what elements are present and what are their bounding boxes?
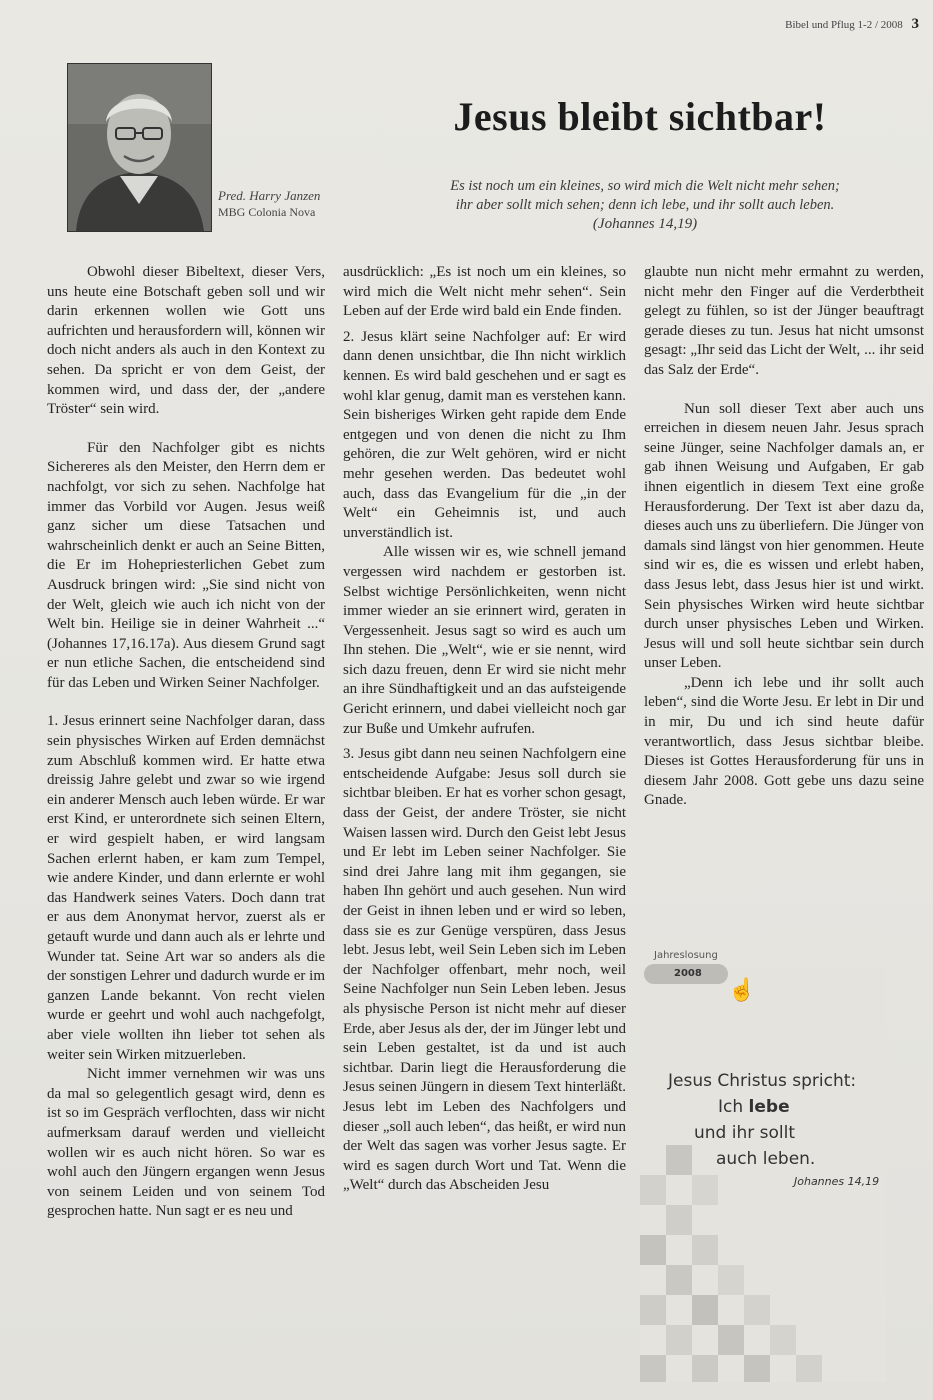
jahreslosung-poster	[640, 950, 886, 1382]
author-caption	[218, 188, 320, 220]
verse-line-1: Es ist noch um ein kleines, so wird mich die Welt nicht mehr sehen;	[450, 178, 840, 194]
running-head-text: Bibel und Pflug 1-2 / 2008	[785, 19, 903, 31]
running-head	[785, 16, 919, 33]
poster-line-1: Jesus Christus spricht:	[668, 1071, 857, 1091]
portrait-image	[68, 64, 211, 231]
poster-line-2a: Ich	[718, 1097, 749, 1117]
column-3	[644, 263, 924, 811]
paragraph: Nun soll dieser Text aber auch uns erreichen in diesem neuen Jahr. Jesus sprach seine Jünger, seine Nachfolger damals an, er gab ihnen Weisung und Aufgaben, Er gab ihnen eigentlich in diesem Text eine große Herausforderung. Der Text ist aber dazu da, dieses auch uns zu überliefern. Die Jünger von damals sind längst von hier genommen. Heute sind wir es, die es wissen und erlebt haben, dass Jesus lebt, dass Jesus hier ist und wirkt. Sein physisches Wirken wird heute sichtbar durch unser physisches Leben und Wirken. Jesus will und soll heute sichtbar sein durch unser Leben.	[644, 400, 924, 672]
bible-verse	[390, 177, 900, 234]
poster-text	[668, 1071, 879, 1188]
poster-tag: Jahreslosung	[654, 950, 718, 961]
hand-cursor-icon: ☝	[728, 977, 756, 1002]
poster-line-3: und ihr sollt	[694, 1123, 796, 1143]
verse-line-2: ihr aber sollt mich sehen; denn ich lebe, und ihr sollt auch leben.	[455, 197, 835, 213]
paragraph: Obwohl dieser Bibeltext, dieser Vers, uns heute eine Botschaft geben soll und wir darin erkennen wollen wie Gott uns aufrichten und herausfordern will, können wir doch nicht anders als auch in den Kontext zu sehen. Da spricht er von dem Geist, der kommen wird, und dass der, der „andere Tröster“ sein wird.	[47, 264, 325, 418]
column-1	[47, 263, 325, 1222]
author-org: MBG Colonia Nova	[218, 205, 316, 219]
author-photo	[67, 63, 212, 232]
paragraph: glaubte nun nicht mehr ermahnt zu werden, nicht mehr den Finger auf die Verderbtheit gelegt zu fühlen, so ist der Jünger beauftragt gerade dieses zu tun. Jesus hat nicht umsonst gesagt: „Ihr seid das Licht der Welt, ... ihr seid das Salz der Erde“.	[644, 264, 924, 378]
paragraph: Alle wissen wir es, wie schnell jemand vergessen wird nachdem er gestorben ist. Selbst wichtige Persönlichkeiten, wenn nicht immer wieder an sie erinnert wird, geraten in Vergessenheit. Jesus sagt so wird es auch um Ihn stehen. Die „Welt“, wie er sie nennt, wird sich dazu freuen, denn Er wird sie nicht mehr an ihre Sündhaftigkeit und an das aufsteigende Gericht erinnern, und dabei vielleicht noch gar zur Buße und Umkehr aufrufen.	[343, 544, 626, 737]
poster-reference: Johannes 14,19	[794, 1175, 880, 1188]
poster-line-2	[718, 1097, 879, 1117]
paragraph: „Denn ich lebe und ihr sollt auch leben“, sind die Worte Jesu. Er lebt in Dir und in mir, Du und ich sind heute dafür verantwortlich, dass Jesus sichtbar bleibe. Dieses ist Gottes Herausforderung für uns in diesem Jahr 2008. Gott gebe uns dazu seine Gnade.	[644, 674, 924, 809]
column-2	[343, 263, 626, 1196]
paragraph: 2. Jesus klärt seine Nachfolger auf: Er wird dann denen unsichtbar, die Ihn nicht wirklich kennen. Es wird bald geschehen und er sagt es wohl klar genug, damit man es verstehen kann. Sein bisheriges Wirken geht rapide dem Ende entgegen und von denen die nicht zu Ihm gehören, die zur Welt gehören, wird er nicht mehr gesehen werden. Das bedeutet wohl auch, dass das Evangelium für die „in der Welt“ ein Geheimnis ist, und auch unverständlich ist.	[343, 328, 626, 541]
author-name: Pred. Harry Janzen	[218, 188, 321, 203]
poster-line-2b: lebe	[748, 1097, 790, 1117]
verse-reference: (Johannes 14,19)	[592, 216, 698, 232]
poster-year-badge: 2008	[644, 964, 728, 984]
paragraph: 3. Jesus gibt dann neu seinen Nachfolgern eine entscheidende Aufgabe: Jesus soll durch sie sichtbar bleiben. Er hat es vorher schon gesagt, dass der Geist, der andere Tröster, sie nicht Waisen lassen wird. Durch den Geist lebt Jesus und Er lebt im Leben seiner Nachfolger. Sie sind drei Jahre lang mit ihm gegangen, sie haben Ihn gehört und auch gesehen. Nun wird der Geist in ihnen leben und er wird so leben, dass sie es zur Genüge verspüren, dass Jesus lebt. Jesus lebt, weil Sein Leben sich im Leben der Nachfolger offenbart, mehr noch, weil Seine Nachfolger nun Sein Leben leben. Jesus als physische Person ist nicht mehr auf dieser Erde, aber Jesus als der, der im Jünger lebt und sein Leben gestaltet, ist da und ist auch sichtbar. Darin liegt die Herausforderung die Jesus seinen Jüngern in diesem Text hinterläßt. Jesus lebt im Leben des Nachfolgers und dieser „soll auch leben“, das heißt, er wird nun der Welt das sagen was vorher Jesus sagte. Er wird es sagen durch Wort und Tat. Wenn die „Welt“ durch das Abscheiden Jesu	[343, 746, 626, 1194]
poster-line-4: auch leben.	[716, 1149, 816, 1169]
page-number: 3	[911, 16, 919, 32]
paragraph: ausdrücklich: „Es ist noch um ein kleines, so wird mich die Welt nicht mehr sehen“. Sein Leben auf der Erde wird bald ein Ende finden.	[343, 264, 626, 320]
paragraph: Nicht immer vernehmen wir was uns da mal so gelegentlich gesagt wird, denn es ist so im Gespräch verflochten, dass wir nicht aufmerksam darauf werden und vielleicht wollen wir es auch nicht hören. So war es wohl auch den Jüngern ergangen wenn Jesus von seinem Leiden und von seinem Tod gesprochen hatte. Nun sagt er es neu und	[47, 1066, 325, 1220]
paragraph: 1. Jesus erinnert seine Nachfolger daran, dass sein physisches Wirken auf Erden demnächst zum Abschluß kommen wird. Er hatte etwa dreissig Jahre gelebt und zwar so wie irgend ein anderer Mensch auch leben würde. Er war erst Kind, er unterordnete sich seinen Eltern, er wird gespielt haben, er wird langsam Sachen erlernt haben, er kam zum Tempel, wie andere Kinder, und dann erlernte er wohl das Handwerk seines Vaters. Doch dann trat er aus dem Anonymat hervor, zuerst als er getauft wurde und dann auch als er lehrte und Wunder tat. Seine Art war so anders als die der sonstigen Lehrer und dadurch wurde er im ganzen Lande bekannt. Von recht vielen wurde er geehrt und wohl auch nachgefolgt, aber viele wollten ihn lieber tot sehen als weiter sein Wirken mitzuerleben.	[47, 713, 325, 1063]
article-headline: Jesus bleibt sichtbar!	[453, 94, 827, 139]
paragraph: Für den Nachfolger gibt es nichts Sichereres als den Meister, den Herrn dem er nachfolgt, vor sich zu sehen. Nachfolge hat immer das Vorbild vor Augen. Jesus weiß ganz sicher um diese Tatsachen und wahrscheinlich denkt er auch an Seine Bitten, die Er im Hohepriesterlichen Gebet zum Ausdruck bringen wird: „Sie sind nicht von der Welt, gleich wie auch ich nicht von der Welt bin. Heilige sie in deiner Wahrheit ...“ (Johannes 17,16.17a). Aus diesem Grund sagt er nun etliche Sachen, die entscheidend sind für das Leben und Wirken Seiner Nachfolger.	[47, 439, 325, 691]
